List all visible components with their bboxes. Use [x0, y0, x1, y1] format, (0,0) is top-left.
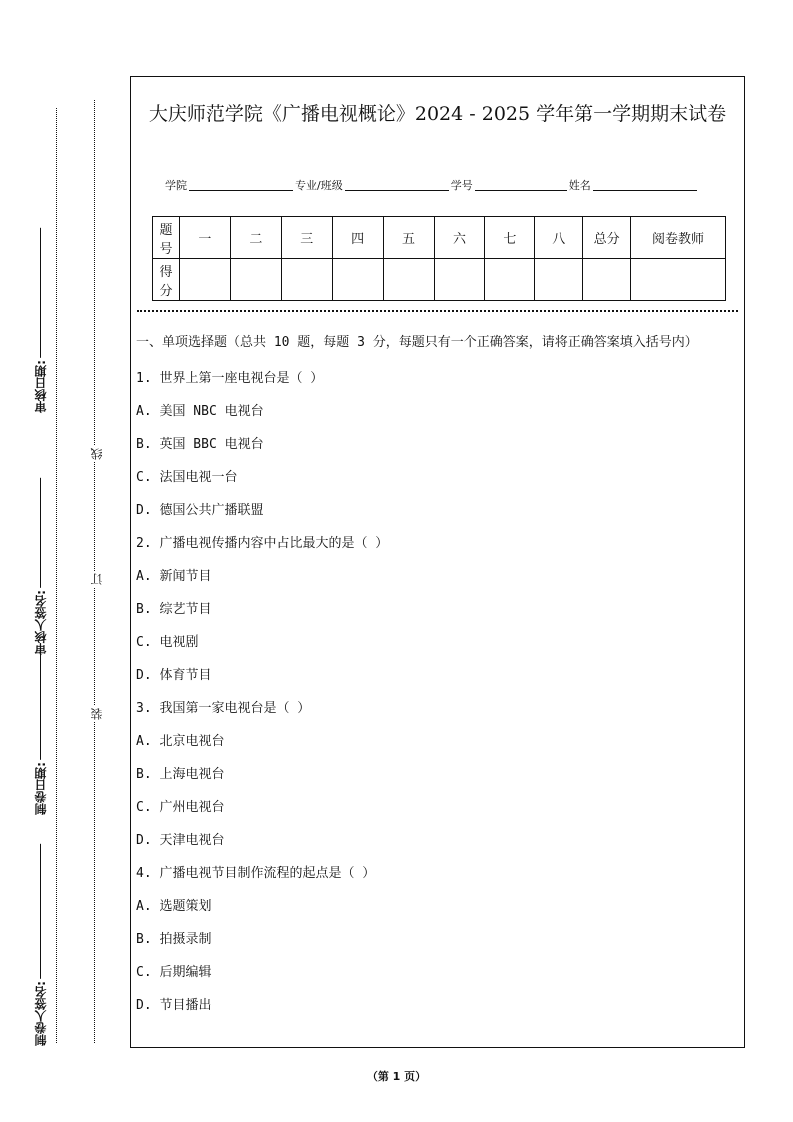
college-blank[interactable]: [189, 189, 293, 191]
option[interactable]: D. 德国公共广播联盟: [136, 503, 264, 518]
question: [136, 857, 738, 1022]
major-class-label: 专业/班级: [295, 179, 343, 192]
reviewer-signature-field: [32, 478, 49, 655]
option[interactable]: B. 综艺节目: [136, 602, 212, 617]
question: [136, 527, 738, 692]
section-divider: [137, 310, 738, 312]
question-stem: 3. 我国第一家电视台是（ ）: [136, 701, 311, 716]
binding-char-zhuang: 装: [90, 708, 104, 720]
review-date-label: 审核日期:: [34, 360, 48, 413]
binding-char-xian: 线: [90, 448, 104, 460]
option[interactable]: D. 天津电视台: [136, 833, 225, 848]
question-stem: 1. 世界上第一座电视台是（ ）: [136, 371, 324, 386]
score-cell[interactable]: [230, 259, 281, 301]
score-cell[interactable]: [434, 259, 485, 301]
question-number-label: 题号: [153, 217, 180, 259]
score-column-header: 六: [434, 217, 485, 259]
option[interactable]: B. 拍摄录制: [136, 932, 212, 947]
score-table: [152, 216, 726, 301]
total-score-cell[interactable]: [583, 259, 631, 301]
option[interactable]: A. 选题策划: [136, 899, 212, 914]
option[interactable]: A. 美国 NBC 电视台: [136, 404, 264, 419]
make-date-label: 制卷日期:: [34, 762, 48, 815]
score-cell[interactable]: [281, 259, 332, 301]
score-column-header: 五: [383, 217, 434, 259]
total-score-header: 总分: [583, 217, 631, 259]
name-blank[interactable]: [593, 189, 697, 191]
review-date-blank[interactable]: [40, 228, 41, 358]
grader-header: 阅卷教师: [631, 217, 726, 259]
option[interactable]: A. 北京电视台: [136, 734, 225, 749]
score-cell[interactable]: [535, 259, 583, 301]
score-column-header: 一: [179, 217, 230, 259]
maker-signature-blank[interactable]: [40, 844, 41, 979]
option[interactable]: D. 体育节目: [136, 668, 212, 683]
score-cell[interactable]: [179, 259, 230, 301]
maker-signature-label: 制卷人签名:: [34, 981, 48, 1046]
student-id-label: 学号: [450, 179, 473, 192]
score-column-header: 三: [281, 217, 332, 259]
grader-cell[interactable]: [631, 259, 726, 301]
score-cell[interactable]: [485, 259, 535, 301]
score-column-header: 四: [332, 217, 383, 259]
left-dotted-line: [56, 108, 57, 1043]
score-label: 得分: [153, 259, 180, 301]
score-column-header: 七: [485, 217, 535, 259]
student-id-blank[interactable]: [475, 189, 567, 191]
college-label: 学院: [165, 179, 187, 192]
exam-frame: [130, 76, 745, 1048]
score-cell[interactable]: [383, 259, 434, 301]
question-content: [136, 332, 738, 1022]
score-column-header: 二: [230, 217, 281, 259]
review-date-field: [32, 228, 49, 413]
option[interactable]: B. 英国 BBC 电视台: [136, 437, 264, 452]
section-heading: 一、单项选择题（总共 10 题，每题 3 分，每题只有一个正确答案，请将正确答案填入括号内）: [136, 335, 698, 350]
score-table-header-row: [153, 217, 726, 259]
maker-signature-field: [32, 844, 49, 1046]
binding-char-ding: 订: [90, 573, 104, 585]
option[interactable]: A. 新闻节目: [136, 569, 212, 584]
option[interactable]: C. 后期编辑: [136, 965, 212, 980]
make-date-field: [32, 650, 49, 815]
option[interactable]: D. 节目播出: [136, 998, 212, 1013]
reviewer-signature-label: 审核人签名:: [34, 590, 48, 655]
page-number: （第 1 页）: [366, 1070, 427, 1083]
exam-title: 大庆师范学院《广播电视概论》2024 - 2025 学年第一学期期末试卷: [148, 103, 727, 125]
score-column-header: 八: [535, 217, 583, 259]
score-table-score-row: [153, 259, 726, 301]
student-info-row: [165, 177, 699, 193]
option[interactable]: C. 广州电视台: [136, 800, 225, 815]
option[interactable]: B. 上海电视台: [136, 767, 225, 782]
question-stem: 2. 广播电视传播内容中占比最大的是（ ）: [136, 536, 389, 551]
score-cell[interactable]: [332, 259, 383, 301]
reviewer-signature-blank[interactable]: [40, 478, 41, 588]
name-label: 姓名: [568, 179, 591, 192]
option[interactable]: C. 电视剧: [136, 635, 199, 650]
option[interactable]: C. 法国电视一台: [136, 470, 238, 485]
question-stem: 4. 广播电视节目制作流程的起点是（ ）: [136, 866, 376, 881]
make-date-blank[interactable]: [40, 650, 41, 760]
question: [136, 692, 738, 857]
major-class-blank[interactable]: [345, 189, 449, 191]
question: [136, 362, 738, 527]
